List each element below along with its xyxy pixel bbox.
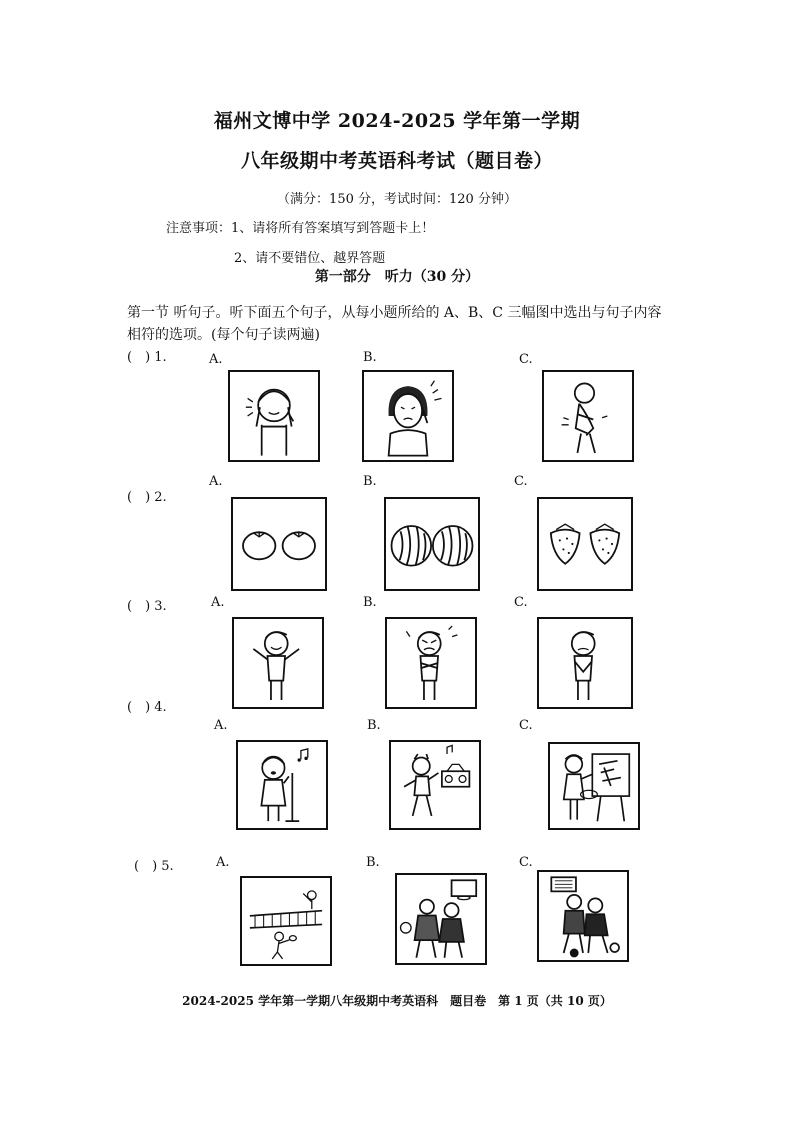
q4-picture-b bbox=[389, 740, 481, 830]
q1-option-c-label: C. bbox=[519, 352, 533, 367]
section-instructions: 第一节 听句子。听下面五个句子，从每小题所给的 A、B、C 三幅图中选出与句子内容相符的选项。(每个句子读两遍) bbox=[127, 305, 662, 343]
q2-option-b-label: B. bbox=[363, 474, 377, 489]
q4-option-c-label: C. bbox=[519, 718, 533, 733]
watermelons-illustration bbox=[386, 499, 478, 589]
q5-option-a-label: A. bbox=[216, 855, 230, 870]
question-3-label: ( ) 3. bbox=[127, 599, 167, 614]
q1-option-b-label: B. bbox=[363, 350, 377, 365]
question-2-label: ( ) 2. bbox=[127, 490, 167, 505]
q3-option-c-label: C. bbox=[514, 595, 528, 610]
q3-picture-b bbox=[385, 617, 477, 709]
q3-option-b-label: B. bbox=[363, 595, 377, 610]
football-illustration bbox=[539, 872, 627, 960]
notes-label: 注意事项： bbox=[166, 221, 232, 236]
badminton-illustration bbox=[242, 878, 330, 964]
part-heading: 第一部分 听力（30 分） bbox=[314, 269, 480, 285]
note-2: 2、请不要错位、越界答题 bbox=[234, 251, 386, 266]
q4-option-a-label: A. bbox=[214, 718, 228, 733]
question-5-label: ( ) 5. bbox=[134, 859, 174, 874]
girl-dancing-illustration bbox=[391, 742, 479, 828]
sad-boy-illustration bbox=[539, 619, 631, 707]
girl-earache-illustration bbox=[230, 372, 318, 460]
notes-line-1 bbox=[166, 217, 434, 236]
q5-picture-a bbox=[240, 876, 332, 966]
exam-title: 福州文博中学 2024-2025 学年第一学期 bbox=[213, 110, 581, 132]
q3-picture-c bbox=[537, 617, 633, 709]
q1-option-a-label: A. bbox=[209, 352, 223, 367]
q5-picture-c bbox=[537, 870, 629, 962]
q1-picture-b bbox=[362, 370, 454, 462]
strawberries-illustration bbox=[539, 499, 631, 589]
note-1: 1、请将所有答案填写到答题卡上！ bbox=[231, 221, 435, 236]
q4-picture-c bbox=[548, 742, 640, 830]
q2-option-c-label: C. bbox=[514, 474, 528, 489]
tomatoes-illustration bbox=[233, 499, 325, 589]
question-1-label: ( ) 1. bbox=[127, 350, 167, 365]
exam-info: （满分：150 分，考试时间：120 分钟） bbox=[277, 192, 517, 207]
q5-option-b-label: B. bbox=[366, 855, 380, 870]
q2-picture-a bbox=[231, 497, 327, 591]
q5-picture-b bbox=[395, 873, 487, 965]
exam-subtitle: 八年级期中考英语科考试（题目卷） bbox=[240, 150, 553, 172]
q1-picture-a bbox=[228, 370, 320, 462]
page-footer: 2024-2025 学年第一学期八年级期中考英语科 题目卷 第 1 页（共 10 页） bbox=[182, 994, 612, 1008]
angry-boy-illustration bbox=[387, 619, 475, 707]
girl-stomachache-illustration bbox=[544, 372, 632, 460]
q3-picture-a bbox=[232, 617, 324, 709]
q2-picture-c bbox=[537, 497, 633, 591]
q5-option-c-label: C. bbox=[519, 855, 533, 870]
q3-option-a-label: A. bbox=[211, 595, 225, 610]
happy-boy-illustration bbox=[234, 619, 322, 707]
question-4-label: ( ) 4. bbox=[127, 700, 167, 715]
q2-option-a-label: A. bbox=[209, 474, 223, 489]
q1-picture-c bbox=[542, 370, 634, 462]
q4-option-b-label: B. bbox=[367, 718, 381, 733]
girl-painting-illustration bbox=[550, 744, 638, 828]
q4-picture-a bbox=[236, 740, 328, 830]
basketball-illustration bbox=[397, 875, 485, 963]
girl-singing-illustration bbox=[238, 742, 326, 828]
q2-picture-b bbox=[384, 497, 480, 591]
girl-headache-illustration bbox=[364, 372, 452, 460]
